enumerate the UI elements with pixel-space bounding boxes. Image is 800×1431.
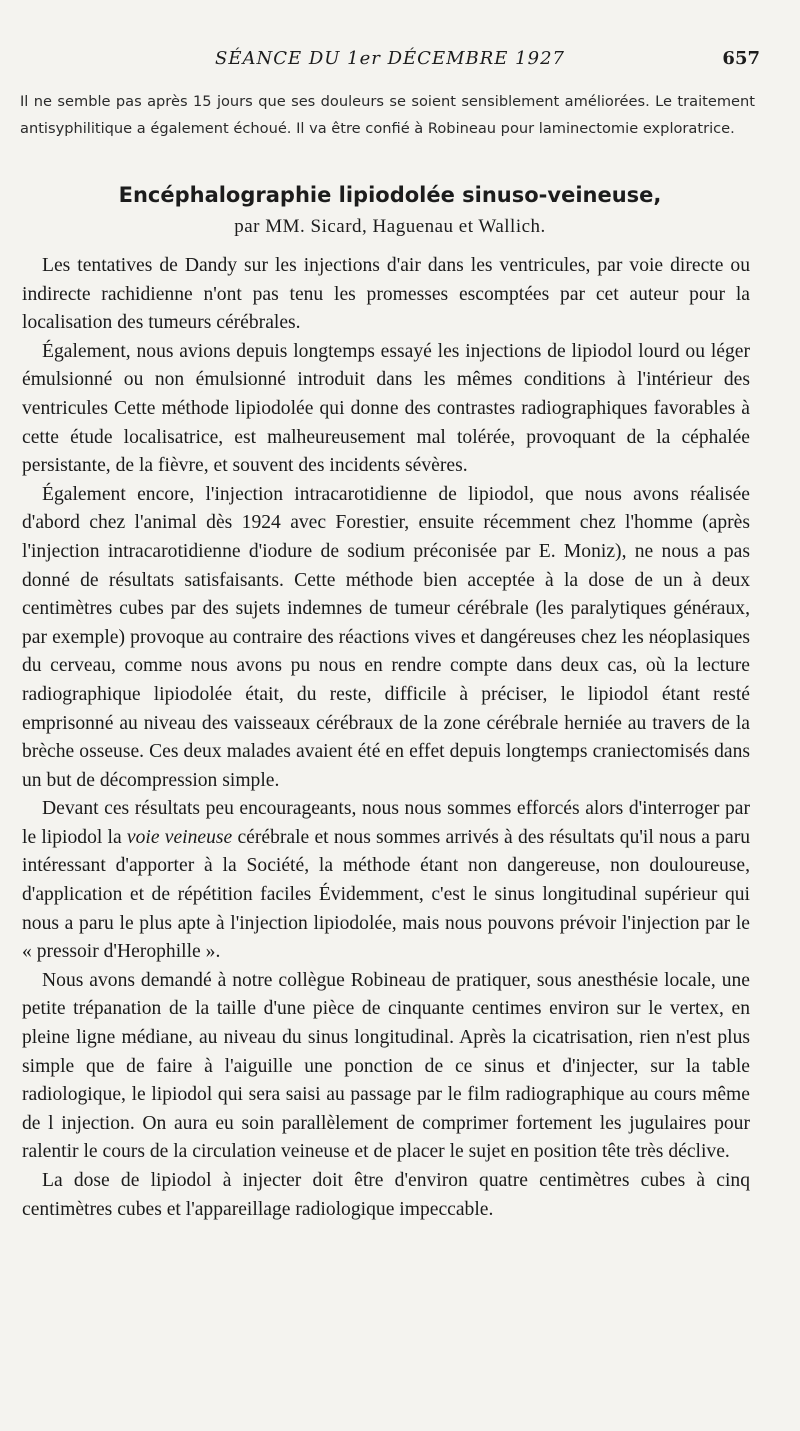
paragraph-2: Également, nous avions depuis longtemps essayé les injections de lipiodol lourd ou léger émulsionné ou non émulsionné introduit dans les mêmes conditions à l'intérieur des ventricules Cette méthode lipiodolée qui donne des contrastes radiographiques favorables à cette étude localisatrice, est malheureusement mal tolérée, provoquant de la céphalée persistante, de la fièvre, et souvent des incidents sévères. bbox=[22, 340, 750, 477]
article-heading bbox=[20, 180, 760, 242]
paragraph-4-emphasis: voie veineuse bbox=[126, 826, 233, 848]
paragraph-3: Également encore, l'injection intracarotidienne de lipiodol, que nous avons réalisée d'abord chez l'animal dès 1924 avec Forestier, ensuite récemment chez l'homme (après l'injection intracarotidienne d'iodure de sodium préconisée par E. Moniz), ne nous a pas donné de résultats satisfaisants. Cette méthode bien acceptée à la dose de un à deux centimètres cubes par des sujets indemnes de tumeur cérébrale (les paralytiques généraux, par exemple) provoque au contraire des réactions vives et dangéreuses chez les néoplasiques du cerveau, comme nous avons pu nous en rendre compte dans deux cas, où la lecture radiographique lipiodolée était, du reste, difficile à préciser, le lipiodol étant resté emprisonné au niveau des vaisseaux cérébraux de la zone cérébrale herniée au travers de la brèche osseuse. Ces deux malades avaient été en effet depuis longtemps craniectomisés dans un but de décompression simple. bbox=[22, 483, 750, 791]
paragraph-5: Nous avons demandé à notre collègue Robineau de pratiquer, sous anesthésie locale, une petite trépanation de la taille d'une pièce de cinquante centimes environ sur le vertex, en pleine ligne médiane, au niveau du sinus longitudinal. Après la cicatrisation, rien n'est plus simple que de faire à l'aiguille une ponction de ce sinus et d'injecter, sur la table radiologique, le lipiodol qui sera saisi au passage par le film radiographique au cours même de l injection. On aura eu soin parallèlement de comprimer fortement les jugulaires pour ralentir le cours de la circulation veineuse et de placer le sujet en position tête très déclive. bbox=[22, 969, 750, 1163]
article-title: Encéphalographie lipiodolée sinuso-veineuse, bbox=[118, 183, 662, 207]
article-authors: par MM. Sicard, Haguenau et Wallich. bbox=[234, 216, 546, 237]
paragraph-4-end: cérébrale et nous sommes arrivés à des résultats qu'il nous a paru intéressant d'apporter à la Société, la méthode étant non dangereuse, non douloureuse, d'application et de répétition faciles Évidemment, c'est le sinus longitudinal supérieur qui nous a paru le plus apte à l'injection lipiodolée, mais nous pouvons prévoir l'injection par le « pressoir d'Herophille ». bbox=[22, 826, 751, 963]
paragraph-4-start: Devant ces résultats peu encourageants, nous nous sommes efforcés alors d'interroger par le lipiodol la bbox=[22, 798, 750, 848]
intro-text: Il ne semble pas après 15 jours que ses douleurs se soient sensiblement améliorées. Le traitement antisyphilitique a également échoué. Il va être confié à Robineau pour laminectomie exploratrice. bbox=[20, 93, 755, 137]
page-number: 657 bbox=[722, 48, 760, 69]
article-body bbox=[22, 252, 750, 1224]
paragraph-4 bbox=[22, 795, 750, 967]
paragraph-1: Les tentatives de Dandy sur les injections d'air dans les ventricules, par voie directe ou indirecte rachidienne n'ont pas tenu les promesses escomptées par cet auteur pour la localisation des tumeurs cérébrales. bbox=[22, 255, 750, 334]
running-title: SÉANCE DU 1er DÉCEMBRE 1927 bbox=[215, 48, 565, 69]
paragraph-6: La dose de lipiodol à injecter doit être d'environ quatre centimètres cubes à cinq centimètres cubes et l'appareillage radiologique impeccable. bbox=[22, 1170, 750, 1220]
intro-paragraph bbox=[20, 88, 755, 142]
running-head bbox=[20, 48, 760, 72]
